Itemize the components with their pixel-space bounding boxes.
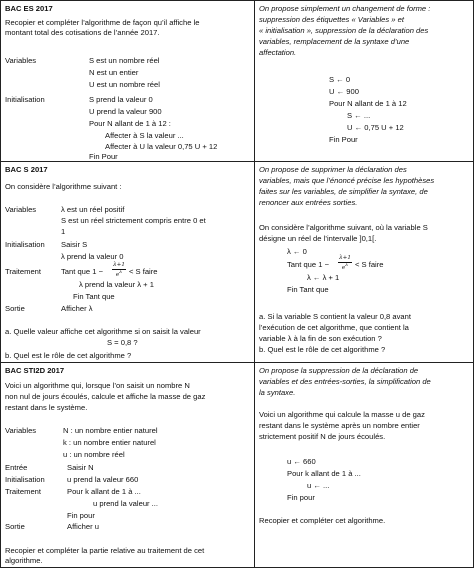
es-init-s: S prend la valeur 0 [89,95,153,104]
s-question-b: b. Quel est le rôle de cet algorithme ? [5,351,132,360]
sti2d-comment-line: On propose la suppression de la déclaration de [259,366,419,375]
s-var-s-cont: 1 [61,227,66,236]
s-code-update: λ ← λ + 1 [307,273,340,282]
s-code-while-post: < S faire [355,260,384,269]
sti2d-var-n: N : un nombre entier naturel [63,426,158,435]
s-code-while-pre: Tant que 1 − [287,260,330,269]
s-code-fraction-denominator: $e^\lambda$ [341,263,349,271]
row-divider-1 [1,161,473,162]
s-end: Fin Tant que [73,292,115,301]
es-loop: Pour N allant de 1 à 12 : [89,119,171,128]
sti2d-in: Saisir N [67,463,94,472]
sti2d-code-line: u ← 660 [287,457,316,466]
s-comment-qa: l’exécution de cet algorithme, que contient la [259,323,409,332]
s-var-s: S est un réel strictement compris entre 0 et [61,216,206,225]
es-assign-s: Affecter à S la valeur ... [105,131,184,140]
sti2d-intro-line: Voici un algorithme qui, lorsque l’on saisit un nombre N [5,381,190,390]
s-comment-text2: désigne un réel de l’intervalle ]0,1[. [259,234,377,243]
s-title: BAC S 2017 [5,165,48,174]
es-comment-line: affectation. [259,48,297,57]
s-comment-qa: variable λ à la fin de son exécution ? [259,334,382,343]
s-comment-line: faites sur les variables, de simplifier la syntaxe, de [259,187,428,196]
es-code-line: S ← 0 [329,75,351,84]
es-comment-line: On propose simplement un changement de forme : [259,4,431,13]
es-code-line: Fin Pour [329,135,358,144]
sti2d-title: BAC STI2D 2017 [5,366,65,375]
sti2d-intro-line: restant dans le système. [5,403,88,412]
sti2d-comment-line: la syntaxe. [259,388,296,397]
s-code-init: λ ← 0 [287,247,307,256]
sti2d-comment-line: variables et des entrées-sorties, la simplification de [259,377,431,386]
sti2d-out-label: Sortie [5,522,25,531]
sti2d-loop: Pour k allant de 1 à ... [67,487,141,496]
es-code-line: U ← 0,75 U + 12 [347,123,404,132]
sti2d-init-label: Initialisation [5,475,45,484]
s-update: λ prend la valeur λ + 1 [79,280,154,289]
s-treat-label: Traitement [5,267,42,276]
sti2d-in-label: Entrée [5,463,28,472]
sti2d-var-u: u : un nombre réel [63,450,125,459]
es-code-line: U ← 900 [329,87,359,96]
sti2d-comment-text2: Voici un algorithme qui calcule la masse u de gaz [259,410,425,419]
s-init-lambda: λ prend la valeur 0 [61,252,124,261]
sti2d-task-line: Recopier et compléter la partie relative au traitement de cet [5,546,205,555]
s-question-a: a. Quelle valeur affiche cet algorithme si on saisit la valeur [5,327,201,336]
sti2d-task-line: algorithme. [5,556,43,565]
es-variables-label: Variables [5,56,37,65]
es-assign-u: Affecter à U la valeur 0,75 U + 12 [105,142,218,151]
sti2d-out: Afficher u [67,522,99,531]
sti2d-code-line: u ← ... [307,481,330,490]
sti2d-code-line: Pour k allant de 1 à ... [287,469,361,478]
s-comment-line: variables, mais que l’énoncé précise les hypothèses [259,176,435,185]
s-intro: On considère l’algorithme suivant : [5,182,122,191]
s-init-label: Initialisation [5,240,45,249]
sti2d-variables-label: Variables [5,426,37,435]
s-comment-line: On propose de supprimer la déclaration des [259,165,407,174]
s-while-pre: Tant que 1 − [61,267,104,276]
s-code-end: Fin Tant que [287,285,329,294]
es-init-u: U prend la valeur 900 [89,107,162,116]
es-comment-line: variables, remplacement de la syntaxe d’une [259,37,410,46]
es-var-s: S est un nombre réel [89,56,160,65]
s-init-read: Saisir S [61,240,88,249]
sti2d-treat-label: Traitement [5,487,42,496]
es-end: Fin Pour [89,152,118,161]
sti2d-intro-line: non nul de jours écoulés, calcule et affiche la masse de gaz [5,392,206,401]
s-while-fraction-denominator: $e^\lambda$ [115,270,123,278]
es-var-u: U est un nombre réel [89,80,160,89]
sti2d-code-line: Fin pour [287,493,315,502]
s-comment-qa: a. Si la variable S contient la valeur 0,8 avant [259,312,411,321]
s-out: Afficher λ [61,304,93,313]
sti2d-comment-task: Recopier et compléter cet algorithme. [259,516,386,525]
es-init-label: Initialisation [5,95,45,104]
s-while-post: < S faire [129,267,158,276]
s-code-fraction-numerator: λ+1 [339,255,351,261]
s-comment-text2: On considère l’algorithme suivant, où la variable S [259,223,428,232]
es-comment-line: suppression des étiquettes « Variables » et [259,15,404,24]
es-var-n: N est un entier [89,68,139,77]
s-variables-label: Variables [5,205,37,214]
s-comment-qb: b. Quel est le rôle de cet algorithme ? [259,345,386,354]
sti2d-comment-text2: strictement positif N de jours écoulés. [259,432,386,441]
es-intro-line: montant total des cotisations de l’année 2017. [5,28,160,37]
sti2d-comment-text2: restant dans le système après un nombre entier [259,421,420,430]
es-code-line: S ← ... [347,111,371,120]
sti2d-body: u prend la valeur ... [93,499,159,508]
es-title: BAC ES 2017 [5,4,53,13]
es-code-line: Pour N allant de 1 à 12 [329,99,407,108]
s-out-label: Sortie [5,304,25,313]
s-var-lambda: λ est un réel positif [61,205,125,214]
sti2d-var-k: k : un nombre entier naturel [63,438,156,447]
es-comment-line: « initialisation », suppression de la déclaration des [259,26,429,35]
column-divider [254,1,255,567]
row-divider-2 [1,362,473,363]
sti2d-init: u prend la valeur 660 [67,475,139,484]
es-intro-line: Recopier et compléter l’algorithme de façon qu’il affiche le [5,18,200,27]
s-question-a: S = 0,8 ? [107,338,138,347]
s-while-fraction-numerator: λ+1 [113,262,125,268]
sti2d-end: Fin pour [67,511,95,520]
s-comment-line: renoncer aux entrées sorties. [259,198,358,207]
